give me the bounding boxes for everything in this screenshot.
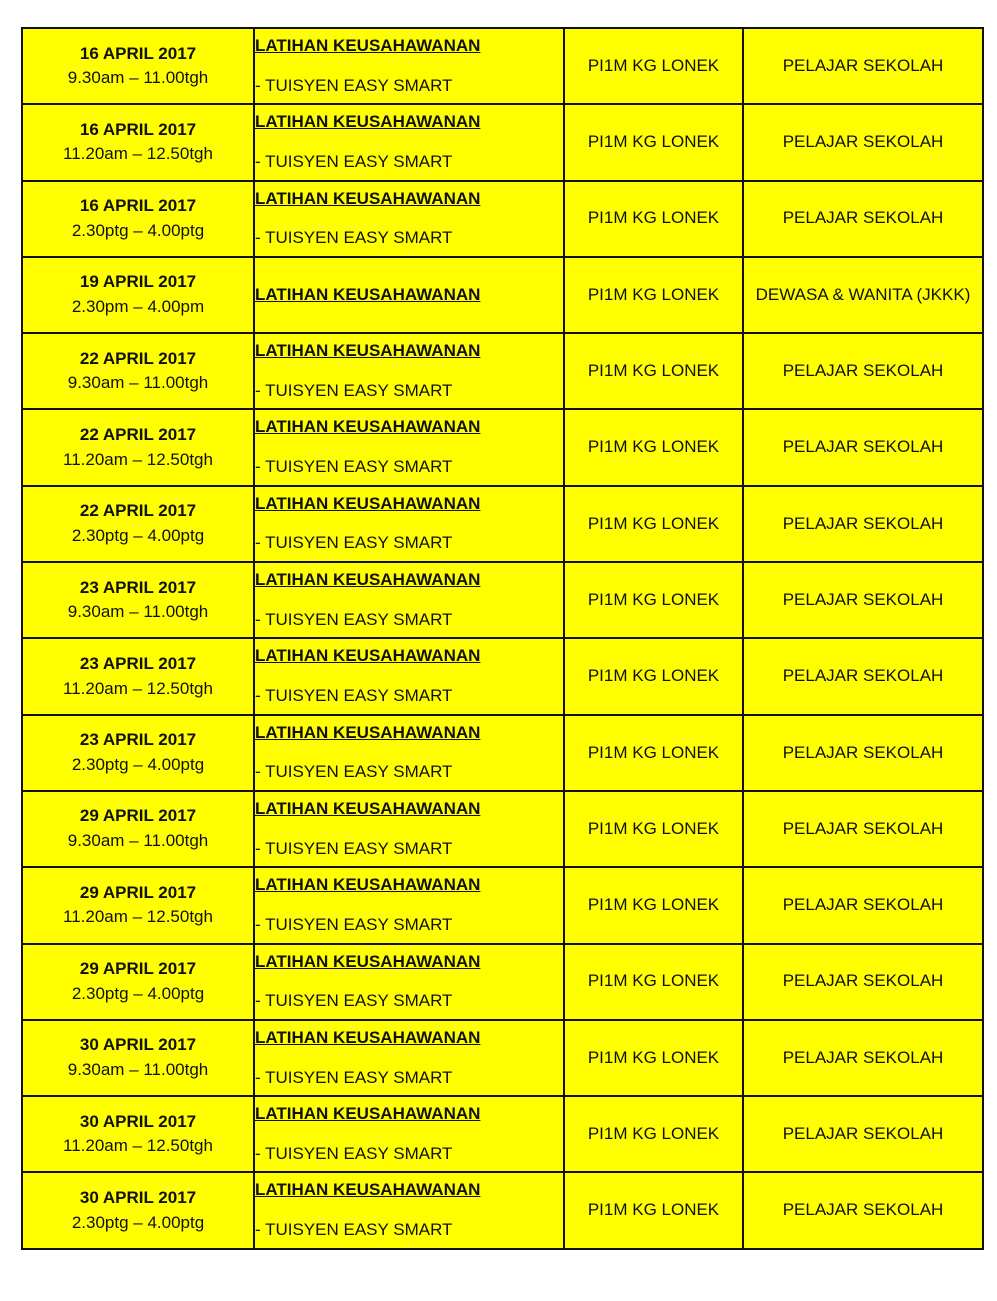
activity-title: LATIHAN KEUSAHAWANAN <box>255 646 481 666</box>
table-row <box>22 791 983 867</box>
event-date: 23 APRIL 2017 <box>79 653 197 673</box>
activity-detail: - TUISYEN EASY SMART <box>255 380 453 400</box>
location-cell: PI1M KG LONEK <box>564 867 743 943</box>
target-audience-cell: PELAJAR SEKOLAH <box>743 562 983 638</box>
activity-detail: - TUISYEN EASY SMART <box>255 1067 453 1087</box>
activity-cell <box>254 944 564 1020</box>
date-cell <box>22 333 254 409</box>
target-audience-cell: PELAJAR SEKOLAH <box>743 28 983 104</box>
event-date: 22 APRIL 2017 <box>79 424 197 444</box>
activity-detail: - TUISYEN EASY SMART <box>255 914 453 934</box>
activity-title: LATIHAN KEUSAHAWANAN <box>255 341 481 361</box>
date-cell <box>22 638 254 714</box>
activity-cell <box>254 562 564 638</box>
event-time: 11.20am – 12.50tgh <box>63 449 213 469</box>
table-row <box>22 104 983 180</box>
date-cell <box>22 257 254 333</box>
location-cell: PI1M KG LONEK <box>564 638 743 714</box>
location-cell: PI1M KG LONEK <box>564 104 743 180</box>
location-cell: PI1M KG LONEK <box>564 181 743 257</box>
event-date: 30 APRIL 2017 <box>79 1187 197 1207</box>
table-row <box>22 944 983 1020</box>
location-cell: PI1M KG LONEK <box>564 791 743 867</box>
activity-cell <box>254 1172 564 1248</box>
date-cell <box>22 104 254 180</box>
target-audience-cell: DEWASA & WANITA (JKKK) <box>743 257 983 333</box>
target-audience-cell: PELAJAR SEKOLAH <box>743 867 983 943</box>
activity-title: LATIHAN KEUSAHAWANAN <box>255 1027 481 1047</box>
activity-cell <box>254 791 564 867</box>
date-cell <box>22 181 254 257</box>
event-date: 16 APRIL 2017 <box>79 196 197 216</box>
target-audience-cell: PELAJAR SEKOLAH <box>743 638 983 714</box>
activity-title: LATIHAN KEUSAHAWANAN <box>255 284 481 304</box>
target-audience-cell: PELAJAR SEKOLAH <box>743 1096 983 1172</box>
event-time: 9.30am – 11.00tgh <box>67 1060 209 1079</box>
location-cell: PI1M KG LONEK <box>564 257 743 333</box>
event-date: 29 APRIL 2017 <box>79 882 197 902</box>
event-time: 11.20am – 12.50tgh <box>63 1136 213 1156</box>
activity-cell <box>254 1020 564 1096</box>
target-audience-cell: PELAJAR SEKOLAH <box>743 104 983 180</box>
table-row <box>22 1096 983 1172</box>
event-date: 30 APRIL 2017 <box>79 1035 197 1055</box>
location-cell: PI1M KG LONEK <box>564 1096 743 1172</box>
event-time: 2.30pm – 4.00pm <box>71 297 205 317</box>
activity-cell <box>254 715 564 791</box>
schedule-table <box>21 27 984 1250</box>
target-audience-cell: PELAJAR SEKOLAH <box>743 409 983 485</box>
event-time: 9.30am – 11.00tgh <box>67 373 209 393</box>
activity-cell <box>254 333 564 409</box>
location-cell: PI1M KG LONEK <box>564 715 743 791</box>
table-row <box>22 867 983 943</box>
date-cell <box>22 867 254 943</box>
location-cell: PI1M KG LONEK <box>564 562 743 638</box>
activity-detail: - TUISYEN EASY SMART <box>255 1220 453 1240</box>
table-row <box>22 1172 983 1248</box>
event-date: 22 APRIL 2017 <box>79 501 197 521</box>
activity-detail: - TUISYEN EASY SMART <box>255 457 453 477</box>
event-date: 19 APRIL 2017 <box>79 272 197 292</box>
activity-detail: - TUISYEN EASY SMART <box>255 609 453 629</box>
location-cell: PI1M KG LONEK <box>564 28 743 104</box>
activity-cell <box>254 486 564 562</box>
location-cell: PI1M KG LONEK <box>564 486 743 562</box>
event-time: 11.20am – 12.50tgh <box>63 144 213 164</box>
event-date: 29 APRIL 2017 <box>79 806 197 826</box>
activity-cell <box>254 28 564 104</box>
activity-cell <box>254 409 564 485</box>
target-audience-cell: PELAJAR SEKOLAH <box>743 791 983 867</box>
activity-detail: - TUISYEN EASY SMART <box>255 1143 453 1163</box>
activity-title: LATIHAN KEUSAHAWANAN <box>255 112 481 132</box>
event-date: 22 APRIL 2017 <box>79 348 197 368</box>
location-cell: PI1M KG LONEK <box>564 944 743 1020</box>
date-cell <box>22 1020 254 1096</box>
event-time: 2.30ptg – 4.00ptg <box>71 754 205 774</box>
target-audience-cell: PELAJAR SEKOLAH <box>743 333 983 409</box>
location-cell: PI1M KG LONEK <box>564 1172 743 1248</box>
activity-title: LATIHAN KEUSAHAWANAN <box>255 493 481 513</box>
date-cell <box>22 1172 254 1248</box>
target-audience-cell: PELAJAR SEKOLAH <box>743 486 983 562</box>
table-row <box>22 257 983 333</box>
date-cell <box>22 715 254 791</box>
target-audience-cell: PELAJAR SEKOLAH <box>743 181 983 257</box>
activity-title: LATIHAN KEUSAHAWANAN <box>255 417 481 437</box>
activity-title: LATIHAN KEUSAHAWANAN <box>255 875 481 895</box>
activity-cell <box>254 181 564 257</box>
activity-title: LATIHAN KEUSAHAWANAN <box>255 798 481 818</box>
table-row <box>22 333 983 409</box>
event-date: 23 APRIL 2017 <box>79 577 197 597</box>
activity-title: LATIHAN KEUSAHAWANAN <box>255 1104 481 1124</box>
schedule-body <box>22 28 983 1249</box>
event-time: 11.20am – 12.50tgh <box>63 678 213 698</box>
event-date: 30 APRIL 2017 <box>79 1111 197 1131</box>
table-row <box>22 486 983 562</box>
target-audience-cell: PELAJAR SEKOLAH <box>743 715 983 791</box>
table-row <box>22 715 983 791</box>
event-time: 9.30am – 11.00tgh <box>67 68 209 88</box>
event-date: 29 APRIL 2017 <box>79 959 197 979</box>
table-row <box>22 28 983 104</box>
event-time: 9.30am – 11.00tgh <box>67 602 209 622</box>
event-time: 2.30ptg – 4.00ptg <box>71 220 205 240</box>
date-cell <box>22 791 254 867</box>
activity-detail: - TUISYEN EASY SMART <box>255 533 453 553</box>
activity-cell <box>254 638 564 714</box>
event-time: 2.30ptg – 4.00ptg <box>71 1212 205 1232</box>
target-audience-cell: PELAJAR SEKOLAH <box>743 944 983 1020</box>
activity-detail: - TUISYEN EASY SMART <box>255 838 453 858</box>
activity-cell <box>254 257 564 333</box>
event-time: 2.30ptg – 4.00ptg <box>71 525 205 545</box>
activity-detail: - TUISYEN EASY SMART <box>255 686 453 706</box>
activity-title: LATIHAN KEUSAHAWANAN <box>255 722 481 742</box>
activity-title: LATIHAN KEUSAHAWANAN <box>255 570 481 590</box>
target-audience-cell: PELAJAR SEKOLAH <box>743 1020 983 1096</box>
table-row <box>22 562 983 638</box>
date-cell <box>22 28 254 104</box>
activity-title: LATIHAN KEUSAHAWANAN <box>255 1180 481 1200</box>
event-date: 16 APRIL 2017 <box>79 119 197 139</box>
activity-detail: - TUISYEN EASY SMART <box>255 228 453 248</box>
location-cell: PI1M KG LONEK <box>564 1020 743 1096</box>
event-time: 11.20am – 12.50tgh <box>63 907 213 927</box>
table-row <box>22 638 983 714</box>
target-audience-cell: PELAJAR SEKOLAH <box>743 1172 983 1248</box>
location-cell: PI1M KG LONEK <box>564 409 743 485</box>
activity-detail: - TUISYEN EASY SMART <box>255 991 453 1011</box>
date-cell <box>22 409 254 485</box>
table-row <box>22 181 983 257</box>
event-time: 9.30am – 11.00tgh <box>67 831 209 851</box>
table-row <box>22 1020 983 1096</box>
activity-cell <box>254 867 564 943</box>
date-cell <box>22 1096 254 1172</box>
event-time: 2.30ptg – 4.00ptg <box>71 983 205 1003</box>
event-date: 23 APRIL 2017 <box>79 730 197 750</box>
activity-title: LATIHAN KEUSAHAWANAN <box>255 951 481 971</box>
activity-cell <box>254 1096 564 1172</box>
date-cell <box>22 944 254 1020</box>
activity-detail: - TUISYEN EASY SMART <box>255 151 453 171</box>
event-date: 16 APRIL 2017 <box>79 43 197 63</box>
activity-title: LATIHAN KEUSAHAWANAN <box>255 188 481 208</box>
activity-detail: - TUISYEN EASY SMART <box>255 762 453 782</box>
activity-cell <box>254 104 564 180</box>
activity-title: LATIHAN KEUSAHAWANAN <box>255 36 481 55</box>
location-cell: PI1M KG LONEK <box>564 333 743 409</box>
activity-detail: - TUISYEN EASY SMART <box>255 75 453 95</box>
date-cell <box>22 562 254 638</box>
table-row <box>22 409 983 485</box>
date-cell <box>22 486 254 562</box>
